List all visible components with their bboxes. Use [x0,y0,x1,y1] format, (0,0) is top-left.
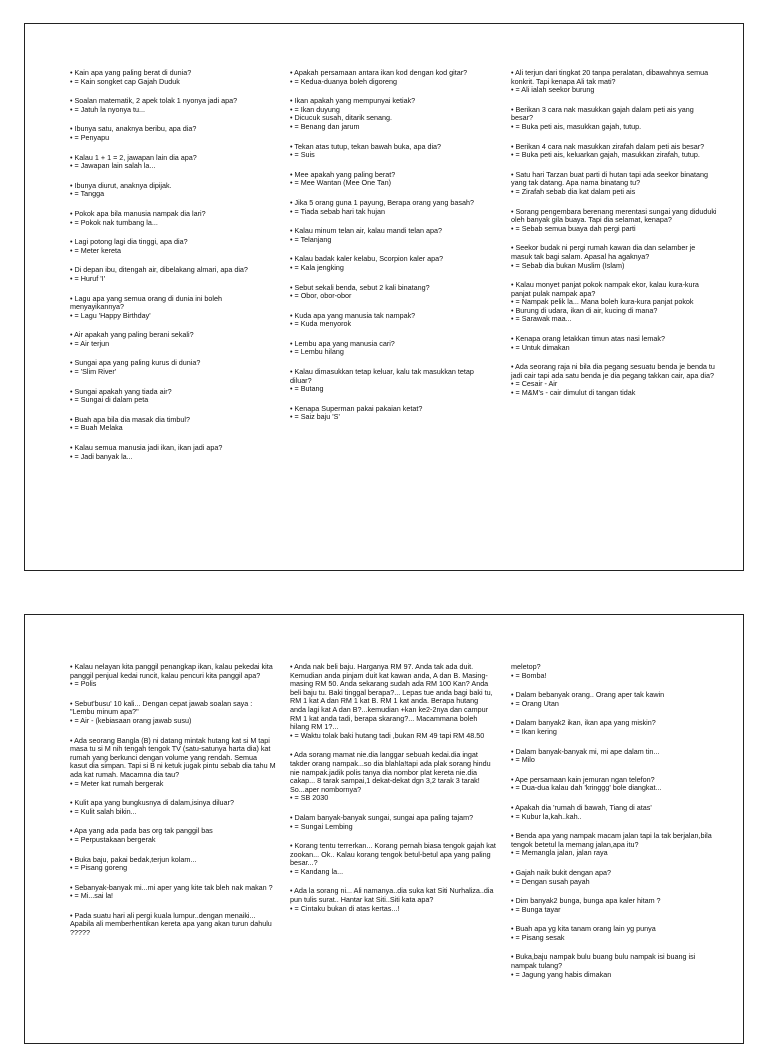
riddle-item: • Pada suatu hari ali pergi kuala lumpur..dengan menaiki... Apabila ali memberhentikan kereta apa yang akan turun dahulu ????? [70,910,272,938]
riddle-item: • Ibunya diurut, anaknya dipijak. • = Tangga [70,180,172,199]
riddle-item: • Sebanyak-banyak mi...mi aper yang kite tak bleh nak makan ? • = Mi...sai la! [70,882,273,901]
slide-1 [24,23,744,571]
riddle-item: • Kalau dimasukkan tetap keluar, kalu tak masukkan tetap diluar? • = Butang [290,367,474,394]
slide-2-column-3 [511,663,717,990]
riddle-item: • Kalau minum telan air, kalau mandi telan apa? • = Telanjang [290,226,442,244]
riddle-item: • Apakah persamaan antara ikan kod dengan kod gitar? • = Kedua-duanya boleh digoreng [290,68,468,86]
riddle-item: • Berikan 3 cara nak masukkan gajah dalam peti ais yang besar? • = Buka peti ais, masukkan gajah, tutup. [511,104,694,131]
riddle-item: • Sungai apakah yang tiada air? • = Sungai di dalam peta [70,386,172,405]
riddle-item: • Kalau monyet panjat pokok nampak ekor, kalau kura-kura panjat pulak nampak apa? • = Nampak pelik la... Mana boleh kura-kura panjat pokok • Burung di udara, ikan di air, kucing di mana? • = Sarawak maa... [511,280,699,324]
riddle-item: • Kulit apa yang bungkusnya di dalam,isinya diluar? • = Kulit salah bikin... [70,798,234,816]
riddle-item: • Sorang pengembara berenang merentasi sungai yang diduduki oleh banyak gila buaya. Tapi dia selamat, kenapa? • = Sebab semua buaya dah pergi parti [511,206,717,233]
riddle-item: • Jika 5 orang guna 1 payung, Berapa orang yang basah? • = Tiada sebab hari tak hujan [290,197,474,216]
riddle-item: • Kalau 1 + 1 = 2, jawapan lain dia apa? • = Jawapan lain salah la... [70,152,197,171]
riddle-item: • Ikan apakah yang mempunyai ketiak? • = Ikan duyung • Dicucuk susah, ditarik senang. • = Benang dan jarum [290,96,416,131]
riddle-item: • Buah apa bila dia masak dia timbul? • = Buah Melaka [70,414,190,433]
riddle-item: • Gajah naik bukit dengan apa? • = Dengan susah payah [511,867,612,886]
riddle-item: • Lembu apa yang manusia cari? • = Lembu hilang [290,338,395,357]
riddle-item: • Ape persamaan kain jemuran ngan telefon? • = Dua-dua kalau dah 'kringgg' bole diangkat... [511,774,662,793]
riddle-item: • Satu hari Tarzan buat parti di hutan tapi ada seekor binatang yang tak datang. Apa nama binatang tu? • = Zirafah sebab dia kat dalam peti ais [511,169,708,196]
riddle-item: • Berikan 4 cara nak masukkan zirafah dalam peti ais besar? • = Buka peti ais, keluarkan gajah, masukkan zirafah, tutup. [511,141,705,160]
riddle-item: • Sebut sekali benda, sebut 2 kali binatang? • = Obor, obor-obor [290,282,430,301]
riddle-item: • Benda apa yang nampak macam jalan tapi la tak berjalan,bila tengok betetul la memang jalan,apa itu? • = Memangla jalan, jalan raya [511,831,712,858]
riddle-item: • Dalam banyak2 ikan, ikan apa yang miskin? • = Ikan kering [511,718,656,736]
riddle-item: meletop? • = Bomba! [511,662,547,680]
riddle-item: • Ada seorang raja ni bila dia pegang sesuatu benda je benda tu jadi cair tapi ada satu benda je dia pegang takkan cair, apa dia? • = Cesair - Air • = M&M's - cair dimulut di tangan tidak [511,362,715,398]
riddle-item: • Ada seorang Bangla (B) ni datang mintak hutang kat si M tapi masa tu si M nih tengah tengok TV (satu-satunya harta dia) kat rumah yang berkunci dengan volume yang rendah. Semua kasut dia simpan. Tapi si B ni ketuk jugak pintu sebab dia tahu M ada kat rumah. Macamna dia tau? • = Meter kat rumah bergerak [70,735,276,788]
riddle-item: • Kain apa yang paling berat di dunia? • = Kain songket cap Gajah Duduk [70,68,192,86]
riddle-item: • Anda nak beli baju. Harganya RM 97. Anda tak ada duit. Kemudian anda pinjam duit kat kawan anda, A dan B. Masing-masing RM 50. Anda sekarang sudah ada RM 100 Kan? Anda beli baju tu. Baki tinggal berapa?... Lepas tue anda bagi baki tu, RM 1 kat A dan RM 1 kat B. RM 1 kat anda. Berapa hutang anda lagi kat A dan B?...kemudian +kan ke2-2nya dan campur RM 1 kat anda tadi, berapa skarang?... Macammana boleh hilang RM 1?... • = Waktu tolak baki hutang tadi ,bukan RM 49 tapi RM 48.50 [290,662,493,740]
slide-1-column-3 [511,69,717,409]
riddle-item: • Kalau nelayan kita panggil penangkap ikan, kalau pekedai kita panggil penjual kedai runcit, kalau pencuri kita panggil apa? • = Polis [70,662,273,689]
riddle-item: • Apa yang ada pada bas org tak panggil bas • = Perpustakaan bergerak [70,826,213,844]
riddle-item: • Kalau semua manusia jadi ikan, ikan jadi apa? • = Jadi banyak la... [70,443,223,461]
riddle-item: • Ibunya satu, anaknya beribu, apa dia? • = Penyapu [70,124,197,142]
riddle-item: • Buka baju, pakai bedak,terjun kolam... • = Pisang goreng [70,854,197,873]
riddle-item: • Di depan ibu, ditengah air, dibelakang almari, apa dia? • = Huruf 'I' [70,265,248,283]
slide-1-column-1 [70,69,276,472]
slide-2-column-2 [290,663,496,924]
riddle-item: • Ada la sorang ni... Ali namanya..dia suka kat Siti Nurhaliza..dia pun tulis surat.. Hantar kat Siti..Siti kata apa? • = Cintaku bukan di atas kertas...! [290,886,494,913]
riddle-item: • Sungai apa yang paling kurus di dunia? • = 'Slim River' [70,358,201,377]
riddle-item: • Kenapa Superman pakai pakaian ketat? • = Saiz baju 'S' [290,403,423,422]
riddle-item: • Dalam banyak-banyak sungai, sungai apa paling tajam? • = Sungai Lembing [290,812,474,831]
riddle-item: • Dim banyak2 bunga, bunga apa kaler hitam ? • = Bunga tayar [511,896,661,914]
riddle-item: • Ada sorang mamat nie.dia langgar sebuah kedai.dia ingat takder orang nampak...so dia blahla!tapi ada plak sorang hindu nie nampak.jadik polis tanya dia nombor plat kereta nie.dia cakap... 8 tarak sampai,1 dekat-dekat dgn 3,2 tarak 3 tarak! So...aper nombornya? • = SB 2030 [290,750,491,803]
riddle-item: • Pokok apa bila manusia nampak dia lari? • = Pokok nak tumbang la... [70,208,206,227]
slide-1-column-2 [290,69,496,433]
riddle-item: • Buka,baju nampak bulu buang bulu nampak isi buang isi nampak tulang? • = Jagung yang habis dimakan [511,952,696,979]
riddle-item: • Dalam bebanyak orang.. Orang aper tak kawin • = Orang Utan [511,690,665,708]
riddle-item: • Air apakah yang paling berani sekali? • = Air terjun [70,330,194,348]
riddle-item: • Kenapa orang letakkan timun atas nasi lemak? • = Untuk dimakan [511,334,665,352]
riddle-item: • Kuda apa yang manusia tak nampak? • = Kuda menyorok [290,310,416,329]
riddle-item: • Lagu apa yang semua orang di dunia ini boleh menyayikannya? • = Lagu 'Happy Birthday' [70,293,222,320]
riddle-item: • Sebut'busu' 10 kali... Dengan cepat jawab soalan saya : "Lembu minum apa?" • = Air - (kebiasaan orang jawab susu) [70,698,253,725]
riddle-item: • Kalau badak kaler kelabu, Scorpion kaler apa? • = Kala jengking [290,254,444,272]
riddle-item: • Korang tentu terrerkan... Korang pernah biasa tengok gajah kat zookan... Ok.. Kalau korang tengok betul-betul apa yang paling besar...? • = Kandang la... [290,841,496,876]
riddle-item: • Lagi potong lagi dia tinggi, apa dia? • = Meter kereta [70,237,188,255]
riddle-item: • Buah apa yg kita tanam orang lain yg punya • = Pisang sesak [511,924,656,942]
riddle-item: • Tekan atas tutup, tekan bawah buka, apa dia? • = Suis [290,141,442,160]
riddle-item: • Ali terjun dari tingkat 20 tanpa peralatan, dibawahnya semua konkrit. Tapi kenapa Ali tak mati? • = Ali ialah seekor burung [511,68,709,95]
riddle-item: • Soalan matematik, 2 apek tolak 1 nyonya jadi apa? • = Jatuh la nyonya tu... [70,96,238,114]
riddle-item: • Dalam banyak-banyak mi, mi ape dalam tin... • = Milo [511,746,660,765]
slide-2-column-1 [70,663,276,949]
riddle-item: • Seekor budak ni pergi rumah kawan dia dan selamber je masuk tak bagi salam. Apasal ha agaknya? • = Sebab dia bukan Muslim (Islam) [511,243,696,270]
riddle-item: • Mee apakah yang paling berat? • = Mee Wantan (Mee One Tan) [290,169,396,188]
riddle-item: • Apakah dia 'rumah di bawah, Tiang di atas' • = Kubur la,kah..kah.. [511,802,652,821]
slide-2 [24,614,744,1044]
